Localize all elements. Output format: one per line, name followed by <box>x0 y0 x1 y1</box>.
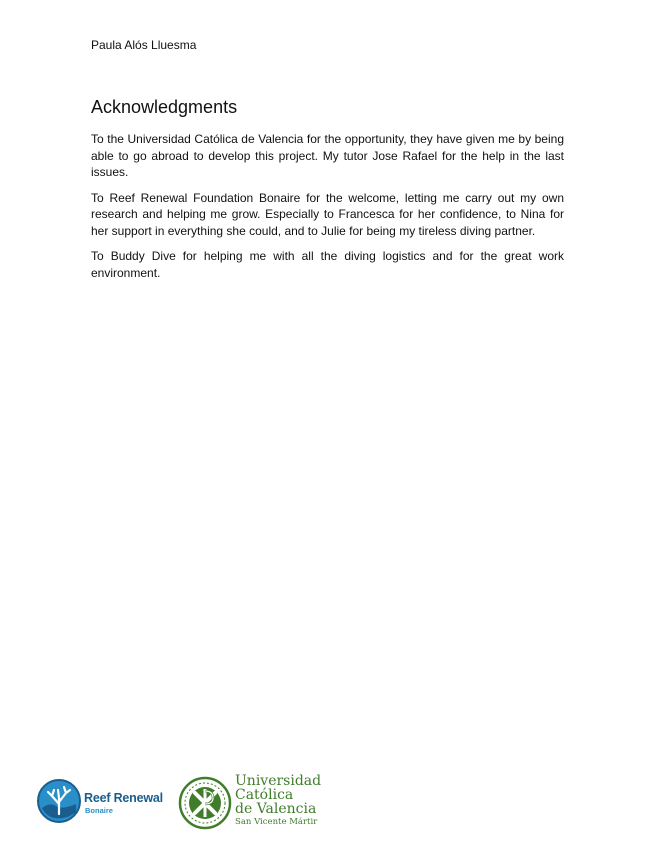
paragraph-buddy-dive: To Buddy Dive for helping me with all the diving logistics and for the great work environment. <box>91 249 564 280</box>
section-title: Acknowledgments <box>91 97 238 117</box>
ucv-line-2: Católica <box>235 787 294 803</box>
paragraph-university: To the Universidad Católica de Valencia for the opportunity, they have given me by being able to go abroad to develop this project. My tutor Jose Rafael for the help in the last issues. <box>91 132 564 179</box>
paragraph-reef-renewal: To Reef Renewal Foundation Bonaire for the welcome, letting me carry out my own research and helping me grow. Especially to Francesca for her confidence, to Nina for her support in everything she could, and to Julie for being my tireless diving partner. <box>91 190 564 238</box>
reef-renewal-name: Reef Renewal <box>84 791 163 805</box>
ucv-line-3: de Valencia <box>235 801 317 817</box>
ucv-seal-icon <box>178 776 232 830</box>
reef-renewal-emblem-icon <box>36 778 82 824</box>
reef-renewal-subtitle: Bonaire <box>85 806 113 815</box>
ucv-wordmark <box>235 774 321 828</box>
reef-renewal-logo <box>36 778 166 828</box>
acknowledgments-body <box>91 131 564 290</box>
ucv-line-1: Universidad <box>235 773 322 789</box>
footer-logos <box>36 772 336 834</box>
running-header-author: Paula Alós Lluesma <box>91 38 197 52</box>
ucv-line-4: San Vicente Mártir <box>235 817 318 827</box>
ucv-logo <box>178 772 338 834</box>
